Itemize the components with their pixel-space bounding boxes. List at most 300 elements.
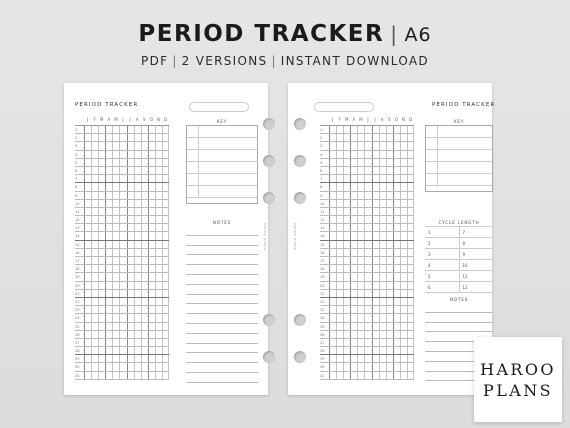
grid-cell[interactable] xyxy=(393,142,400,149)
grid-cell[interactable] xyxy=(98,159,105,166)
grid-cell[interactable] xyxy=(155,339,162,346)
grid-cell[interactable] xyxy=(336,183,343,190)
grid-cell[interactable] xyxy=(162,142,169,149)
grid-cell[interactable] xyxy=(357,363,364,370)
grid-cell[interactable] xyxy=(350,355,357,362)
grid-cell[interactable] xyxy=(91,241,98,248)
grid-cell[interactable] xyxy=(112,216,119,223)
note-line[interactable] xyxy=(425,313,493,323)
grid-cell[interactable] xyxy=(386,126,393,133)
grid-cell[interactable] xyxy=(84,265,91,272)
grid-cell[interactable] xyxy=(84,249,91,256)
grid-cell[interactable] xyxy=(91,331,98,338)
grid-cell[interactable] xyxy=(119,347,126,354)
grid-cell[interactable] xyxy=(105,249,112,256)
grid-cell[interactable] xyxy=(329,331,336,338)
grid-cell[interactable] xyxy=(91,151,98,158)
grid-cell[interactable] xyxy=(84,298,91,305)
grid-cell[interactable] xyxy=(407,241,414,248)
grid-cell[interactable] xyxy=(91,323,98,330)
grid-cell[interactable] xyxy=(98,167,105,174)
grid-cell[interactable] xyxy=(84,183,91,190)
grid-cell[interactable] xyxy=(386,192,393,199)
grid-cell[interactable] xyxy=(372,142,379,149)
grid-cell[interactable] xyxy=(98,216,105,223)
grid-cell[interactable] xyxy=(364,257,371,264)
grid-cell[interactable] xyxy=(84,282,91,289)
grid-cell[interactable] xyxy=(105,331,112,338)
grid-cell[interactable] xyxy=(407,192,414,199)
grid-cell[interactable] xyxy=(343,257,350,264)
grid-cell[interactable] xyxy=(350,257,357,264)
grid-cell[interactable] xyxy=(400,126,407,133)
grid-cell[interactable] xyxy=(386,290,393,297)
grid-cell[interactable] xyxy=(141,363,148,370)
grid-cell[interactable] xyxy=(393,216,400,223)
grid-cell[interactable] xyxy=(364,134,371,141)
grid-cell[interactable] xyxy=(112,200,119,207)
grid-cell[interactable] xyxy=(134,126,141,133)
grid-cell[interactable] xyxy=(400,142,407,149)
grid-cell[interactable] xyxy=(407,347,414,354)
grid-cell[interactable] xyxy=(134,232,141,239)
grid-cell[interactable] xyxy=(329,142,336,149)
grid-cell[interactable] xyxy=(91,200,98,207)
grid-cell[interactable] xyxy=(350,323,357,330)
grid-cell[interactable] xyxy=(350,159,357,166)
grid-cell[interactable] xyxy=(105,273,112,280)
grid-cell[interactable] xyxy=(364,290,371,297)
grid-cell[interactable] xyxy=(112,232,119,239)
grid-cell[interactable] xyxy=(112,159,119,166)
grid-cell[interactable] xyxy=(112,323,119,330)
grid-cell[interactable] xyxy=(155,306,162,313)
grid-cell[interactable] xyxy=(372,331,379,338)
grid-cell[interactable] xyxy=(350,347,357,354)
grid-cell[interactable] xyxy=(329,257,336,264)
grid-cell[interactable] xyxy=(91,134,98,141)
grid-cell[interactable] xyxy=(162,175,169,182)
grid-cell[interactable] xyxy=(386,298,393,305)
grid-cell[interactable] xyxy=(407,151,414,158)
grid-cell[interactable] xyxy=(336,257,343,264)
grid-cell[interactable] xyxy=(119,273,126,280)
grid-cell[interactable] xyxy=(400,273,407,280)
grid-cell[interactable] xyxy=(364,224,371,231)
grid-cell[interactable] xyxy=(148,200,155,207)
grid-cell[interactable] xyxy=(329,290,336,297)
grid-cell[interactable] xyxy=(155,192,162,199)
grid-cell[interactable] xyxy=(379,265,386,272)
grid-cell[interactable] xyxy=(407,372,414,379)
grid-cell[interactable] xyxy=(393,282,400,289)
grid-cell[interactable] xyxy=(155,200,162,207)
grid-cell[interactable] xyxy=(393,372,400,379)
grid-cell[interactable] xyxy=(350,265,357,272)
grid-cell[interactable] xyxy=(119,224,126,231)
grid-cell[interactable] xyxy=(112,273,119,280)
grid-cell[interactable] xyxy=(127,265,134,272)
grid-cell[interactable] xyxy=(91,249,98,256)
grid-cell[interactable] xyxy=(372,249,379,256)
grid-cell[interactable] xyxy=(400,167,407,174)
grid-cell[interactable] xyxy=(357,290,364,297)
grid-cell[interactable] xyxy=(357,208,364,215)
grid-cell[interactable] xyxy=(91,298,98,305)
grid-cell[interactable] xyxy=(343,347,350,354)
grid-cell[interactable] xyxy=(357,265,364,272)
grid-cell[interactable] xyxy=(155,282,162,289)
grid-cell[interactable] xyxy=(112,306,119,313)
grid-cell[interactable] xyxy=(343,167,350,174)
grid-cell[interactable] xyxy=(119,249,126,256)
key-row[interactable] xyxy=(426,174,492,186)
grid-cell[interactable] xyxy=(119,306,126,313)
grid-cell[interactable] xyxy=(364,175,371,182)
grid-cell[interactable] xyxy=(350,126,357,133)
grid-cell[interactable] xyxy=(400,290,407,297)
grid-cell[interactable] xyxy=(105,216,112,223)
grid-cell[interactable] xyxy=(162,183,169,190)
grid-cell[interactable] xyxy=(336,323,343,330)
grid-cell[interactable] xyxy=(393,175,400,182)
grid-cell[interactable] xyxy=(393,208,400,215)
grid-cell[interactable] xyxy=(155,232,162,239)
grid-cell[interactable] xyxy=(105,126,112,133)
grid-cell[interactable] xyxy=(84,175,91,182)
grid-cell[interactable] xyxy=(112,167,119,174)
grid-cell[interactable] xyxy=(336,355,343,362)
key-row[interactable] xyxy=(426,150,492,162)
grid-cell[interactable] xyxy=(155,323,162,330)
grid-cell[interactable] xyxy=(379,257,386,264)
grid-cell[interactable] xyxy=(98,347,105,354)
grid-cell[interactable] xyxy=(127,298,134,305)
grid-cell[interactable] xyxy=(386,175,393,182)
grid-cell[interactable] xyxy=(119,232,126,239)
grid-cell[interactable] xyxy=(393,355,400,362)
grid-cell[interactable] xyxy=(357,216,364,223)
grid-cell[interactable] xyxy=(105,282,112,289)
grid-cell[interactable] xyxy=(98,372,105,379)
grid-cell[interactable] xyxy=(148,241,155,248)
grid-cell[interactable] xyxy=(84,200,91,207)
grid-cell[interactable] xyxy=(105,183,112,190)
note-line[interactable] xyxy=(186,265,258,275)
grid-cell[interactable] xyxy=(372,257,379,264)
grid-cell[interactable] xyxy=(127,363,134,370)
grid-cell[interactable] xyxy=(162,167,169,174)
grid-cell[interactable] xyxy=(162,159,169,166)
grid-cell[interactable] xyxy=(386,257,393,264)
grid-cell[interactable] xyxy=(400,323,407,330)
grid-cell[interactable] xyxy=(119,151,126,158)
grid-cell[interactable] xyxy=(379,298,386,305)
grid-cell[interactable] xyxy=(105,175,112,182)
grid-cell[interactable] xyxy=(148,355,155,362)
grid-cell[interactable] xyxy=(386,183,393,190)
grid-cell[interactable] xyxy=(127,159,134,166)
grid-cell[interactable] xyxy=(386,273,393,280)
grid-cell[interactable] xyxy=(112,290,119,297)
grid-cell[interactable] xyxy=(127,134,134,141)
grid-cell[interactable] xyxy=(343,314,350,321)
grid-cell[interactable] xyxy=(162,249,169,256)
grid-cell[interactable] xyxy=(364,372,371,379)
grid-cell[interactable] xyxy=(379,347,386,354)
grid-cell[interactable] xyxy=(400,151,407,158)
grid-cell[interactable] xyxy=(400,192,407,199)
grid-cell[interactable] xyxy=(141,265,148,272)
grid-cell[interactable] xyxy=(162,273,169,280)
grid-cell[interactable] xyxy=(407,355,414,362)
grid-cell[interactable] xyxy=(372,151,379,158)
grid-cell[interactable] xyxy=(127,208,134,215)
grid-cell[interactable] xyxy=(91,347,98,354)
grid-cell[interactable] xyxy=(336,126,343,133)
grid-cell[interactable] xyxy=(134,298,141,305)
grid-cell[interactable] xyxy=(343,331,350,338)
grid-cell[interactable] xyxy=(105,265,112,272)
grid-cell[interactable] xyxy=(400,355,407,362)
grid-cell[interactable] xyxy=(350,232,357,239)
grid-cell[interactable] xyxy=(357,257,364,264)
grid-cell[interactable] xyxy=(155,363,162,370)
grid-cell[interactable] xyxy=(372,241,379,248)
grid-cell[interactable] xyxy=(407,126,414,133)
grid-cell[interactable] xyxy=(84,151,91,158)
grid-cell[interactable] xyxy=(98,363,105,370)
grid-cell[interactable] xyxy=(350,224,357,231)
grid-cell[interactable] xyxy=(407,323,414,330)
grid-cell[interactable] xyxy=(343,151,350,158)
grid-cell[interactable] xyxy=(386,224,393,231)
grid-cell[interactable] xyxy=(407,134,414,141)
grid-cell[interactable] xyxy=(379,216,386,223)
grid-cell[interactable] xyxy=(357,249,364,256)
grid-cell[interactable] xyxy=(112,257,119,264)
grid-cell[interactable] xyxy=(357,151,364,158)
grid-cell[interactable] xyxy=(98,355,105,362)
grid-cell[interactable] xyxy=(134,167,141,174)
grid-cell[interactable] xyxy=(84,257,91,264)
grid-cell[interactable] xyxy=(98,290,105,297)
grid-cell[interactable] xyxy=(329,232,336,239)
grid-cell[interactable] xyxy=(329,183,336,190)
grid-cell[interactable] xyxy=(407,290,414,297)
note-line[interactable] xyxy=(425,303,493,313)
grid-cell[interactable] xyxy=(148,208,155,215)
grid-cell[interactable] xyxy=(343,175,350,182)
grid-cell[interactable] xyxy=(141,134,148,141)
grid-cell[interactable] xyxy=(155,355,162,362)
grid-cell[interactable] xyxy=(84,232,91,239)
grid-cell[interactable] xyxy=(407,216,414,223)
grid-cell[interactable] xyxy=(134,372,141,379)
grid-cell[interactable] xyxy=(336,347,343,354)
grid-cell[interactable] xyxy=(127,314,134,321)
grid-cell[interactable] xyxy=(379,200,386,207)
grid-cell[interactable] xyxy=(350,192,357,199)
grid-cell[interactable] xyxy=(372,355,379,362)
grid-cell[interactable] xyxy=(148,347,155,354)
grid-cell[interactable] xyxy=(400,159,407,166)
grid-cell[interactable] xyxy=(357,134,364,141)
grid-cell[interactable] xyxy=(141,208,148,215)
grid-cell[interactable] xyxy=(112,224,119,231)
grid-cell[interactable] xyxy=(105,159,112,166)
grid-cell[interactable] xyxy=(372,224,379,231)
grid-cell[interactable] xyxy=(141,192,148,199)
grid-cell[interactable] xyxy=(379,208,386,215)
grid-cell[interactable] xyxy=(343,282,350,289)
grid-cell[interactable] xyxy=(141,290,148,297)
grid-cell[interactable] xyxy=(127,151,134,158)
grid-cell[interactable] xyxy=(350,363,357,370)
grid-cell[interactable] xyxy=(400,363,407,370)
grid-cell[interactable] xyxy=(357,298,364,305)
grid-cell[interactable] xyxy=(134,355,141,362)
grid-cell[interactable] xyxy=(155,265,162,272)
grid-cell[interactable] xyxy=(134,290,141,297)
note-line[interactable] xyxy=(186,285,258,295)
grid-cell[interactable] xyxy=(119,183,126,190)
grid-cell[interactable] xyxy=(119,126,126,133)
grid-cell[interactable] xyxy=(162,347,169,354)
grid-cell[interactable] xyxy=(134,175,141,182)
grid-cell[interactable] xyxy=(379,314,386,321)
grid-cell[interactable] xyxy=(364,355,371,362)
grid-cell[interactable] xyxy=(372,126,379,133)
grid-cell[interactable] xyxy=(357,314,364,321)
grid-cell[interactable] xyxy=(105,306,112,313)
grid-cell[interactable] xyxy=(112,208,119,215)
grid-cell[interactable] xyxy=(141,355,148,362)
grid-cell[interactable] xyxy=(372,290,379,297)
grid-cell[interactable] xyxy=(336,159,343,166)
grid-cell[interactable] xyxy=(343,183,350,190)
grid-cell[interactable] xyxy=(372,323,379,330)
grid-cell[interactable] xyxy=(105,151,112,158)
grid-cell[interactable] xyxy=(84,323,91,330)
grid-cell[interactable] xyxy=(162,323,169,330)
grid-cell[interactable] xyxy=(162,208,169,215)
grid-cell[interactable] xyxy=(119,372,126,379)
grid-cell[interactable] xyxy=(393,126,400,133)
grid-cell[interactable] xyxy=(98,257,105,264)
grid-cell[interactable] xyxy=(84,192,91,199)
grid-cell[interactable] xyxy=(329,167,336,174)
grid-cell[interactable] xyxy=(119,200,126,207)
grid-cell[interactable] xyxy=(350,306,357,313)
grid-cell[interactable] xyxy=(407,249,414,256)
grid-cell[interactable] xyxy=(105,224,112,231)
grid-cell[interactable] xyxy=(343,126,350,133)
grid-cell[interactable] xyxy=(407,167,414,174)
grid-cell[interactable] xyxy=(393,314,400,321)
grid-cell[interactable] xyxy=(134,134,141,141)
note-line[interactable] xyxy=(186,236,258,246)
grid-cell[interactable] xyxy=(84,331,91,338)
grid-cell[interactable] xyxy=(112,265,119,272)
grid-cell[interactable] xyxy=(372,273,379,280)
grid-cell[interactable] xyxy=(155,249,162,256)
grid-cell[interactable] xyxy=(357,183,364,190)
grid-cell[interactable] xyxy=(357,241,364,248)
grid-cell[interactable] xyxy=(105,314,112,321)
grid-cell[interactable] xyxy=(329,306,336,313)
grid-cell[interactable] xyxy=(105,208,112,215)
grid-cell[interactable] xyxy=(386,200,393,207)
grid-cell[interactable] xyxy=(336,192,343,199)
grid-cell[interactable] xyxy=(134,249,141,256)
grid-cell[interactable] xyxy=(329,282,336,289)
grid-cell[interactable] xyxy=(336,331,343,338)
grid-cell[interactable] xyxy=(127,126,134,133)
grid-cell[interactable] xyxy=(155,134,162,141)
grid-cell[interactable] xyxy=(141,257,148,264)
grid-cell[interactable] xyxy=(386,355,393,362)
grid-cell[interactable] xyxy=(162,224,169,231)
grid-cell[interactable] xyxy=(393,151,400,158)
grid-cell[interactable] xyxy=(372,167,379,174)
grid-cell[interactable] xyxy=(357,175,364,182)
grid-cell[interactable] xyxy=(379,183,386,190)
grid-cell[interactable] xyxy=(386,363,393,370)
grid-cell[interactable] xyxy=(112,241,119,248)
grid-cell[interactable] xyxy=(162,200,169,207)
grid-cell[interactable] xyxy=(112,282,119,289)
grid-cell[interactable] xyxy=(162,290,169,297)
grid-cell[interactable] xyxy=(343,224,350,231)
grid-cell[interactable] xyxy=(400,331,407,338)
grid-cell[interactable] xyxy=(127,142,134,149)
grid-cell[interactable] xyxy=(329,323,336,330)
grid-cell[interactable] xyxy=(357,159,364,166)
grid-cell[interactable] xyxy=(393,331,400,338)
grid-cell[interactable] xyxy=(148,339,155,346)
grid-cell[interactable] xyxy=(393,200,400,207)
grid-cell[interactable] xyxy=(112,298,119,305)
grid-cell[interactable] xyxy=(350,208,357,215)
grid-cell[interactable] xyxy=(407,224,414,231)
grid-cell[interactable] xyxy=(364,347,371,354)
grid-cell[interactable] xyxy=(350,339,357,346)
grid-cell[interactable] xyxy=(400,208,407,215)
grid-cell[interactable] xyxy=(407,314,414,321)
grid-cell[interactable] xyxy=(127,241,134,248)
grid-cell[interactable] xyxy=(393,273,400,280)
grid-cell[interactable] xyxy=(393,232,400,239)
grid-cell[interactable] xyxy=(372,216,379,223)
grid-cell[interactable] xyxy=(127,355,134,362)
grid-cell[interactable] xyxy=(364,126,371,133)
grid-cell[interactable] xyxy=(119,355,126,362)
grid-cell[interactable] xyxy=(148,183,155,190)
grid-cell[interactable] xyxy=(141,232,148,239)
grid-cell[interactable] xyxy=(336,241,343,248)
grid-cell[interactable] xyxy=(105,232,112,239)
grid-cell[interactable] xyxy=(407,200,414,207)
grid-cell[interactable] xyxy=(400,265,407,272)
grid-cell[interactable] xyxy=(84,167,91,174)
grid-cell[interactable] xyxy=(357,142,364,149)
grid-cell[interactable] xyxy=(155,216,162,223)
grid-cell[interactable] xyxy=(141,314,148,321)
grid-cell[interactable] xyxy=(386,232,393,239)
grid-cell[interactable] xyxy=(84,142,91,149)
note-line[interactable] xyxy=(186,373,258,383)
